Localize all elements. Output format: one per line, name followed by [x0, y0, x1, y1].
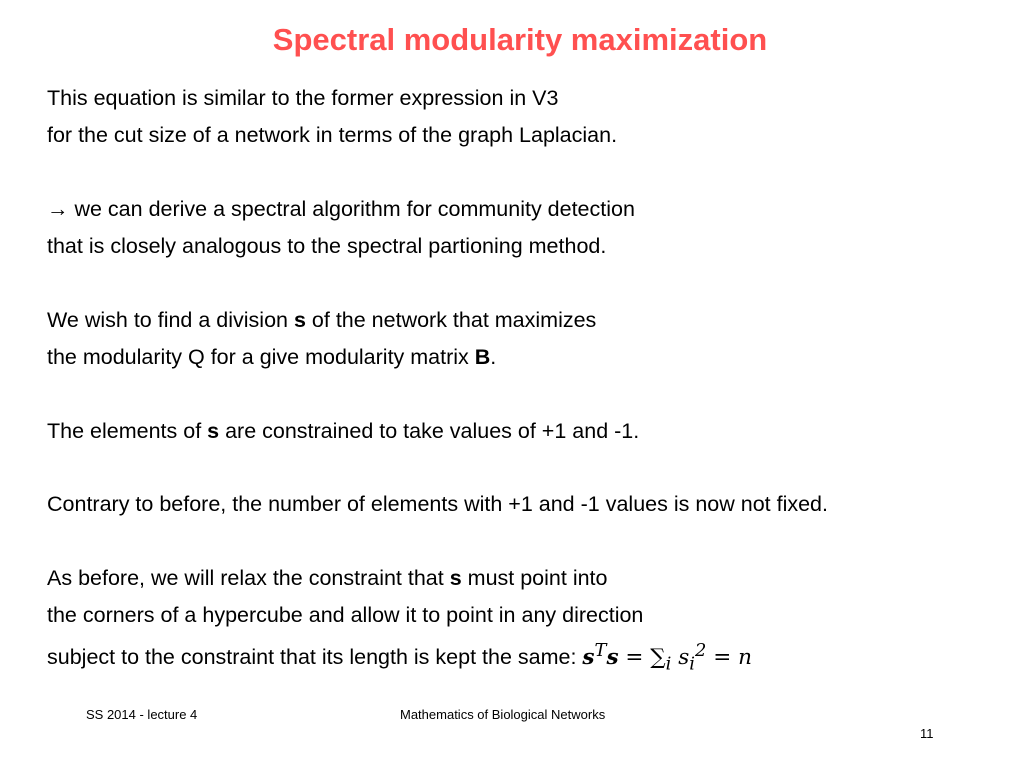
footer-course-title: Mathematics of Biological Networks	[400, 707, 606, 722]
paragraph-6-line-1	[47, 566, 607, 591]
vector-s: s	[449, 566, 462, 590]
paragraph-1-line-1: This equation is similar to the former expression in V3	[47, 86, 559, 110]
text-run: are constrained to take values of +1 and -1.	[219, 419, 640, 443]
paragraph-3-line-1	[47, 308, 596, 333]
paragraph-2-line-1: → we can derive a spectral algorithm for community detection	[47, 197, 635, 221]
text-run: must point into	[461, 566, 608, 590]
vector-s: s	[293, 308, 306, 332]
footer-lecture: SS 2014 - lecture 4	[86, 707, 198, 722]
slide-title: Spectral modularity maximization	[272, 22, 768, 57]
paragraph-6-line-2: the corners of a hypercube and allow it to point in any direction	[47, 603, 644, 627]
text-run: of the network that maximizes	[305, 308, 597, 332]
paragraph-3-line-2	[47, 345, 496, 370]
text-run: We wish to find a division	[47, 308, 294, 332]
paragraph-4	[47, 419, 639, 444]
paragraph-6-line-3	[47, 640, 752, 674]
paragraph-1-line-2: for the cut size of a network in terms of the graph Laplacian.	[47, 123, 618, 147]
page-number: 11	[920, 726, 934, 741]
paragraph-2-line-2: that is closely analogous to the spectral partioning method.	[47, 234, 607, 258]
matrix-B: B	[474, 345, 491, 369]
text-run: the modularity Q for a give modularity matrix	[47, 345, 475, 369]
text-run: The elements of	[47, 419, 208, 443]
vector-s: s	[207, 419, 220, 443]
text-run: As before, we will relax the constraint that	[47, 566, 450, 590]
text-run: .	[490, 345, 497, 369]
paragraph-5: Contrary to before, the number of elements with +1 and -1 values is now not fixed.	[47, 492, 828, 516]
length-constraint-formula: $s^Ts = \sum_i$ $s_i^2 = n$	[582, 640, 752, 675]
text-run: subject to the constraint that its length is kept the same:	[47, 645, 583, 670]
